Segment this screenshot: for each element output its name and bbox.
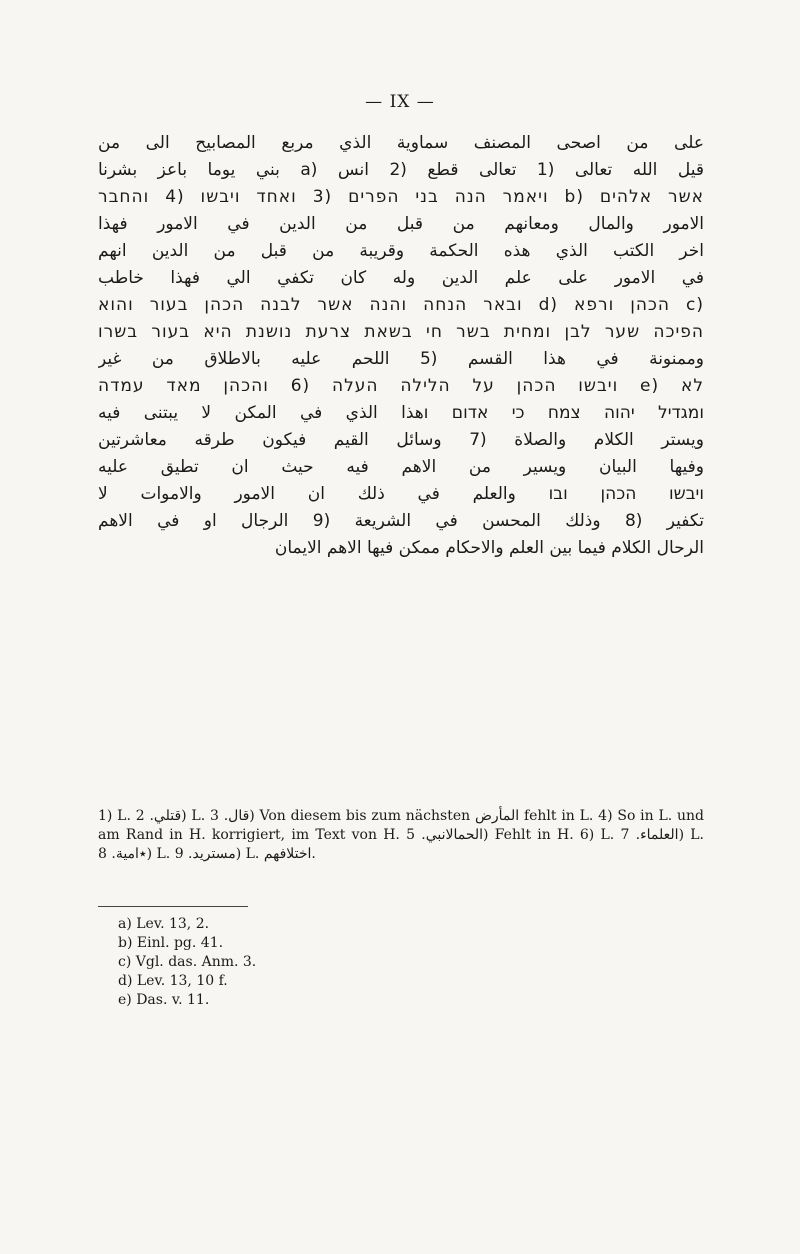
text-line: وفيها البيان ويسير من الاهم فيه حيث ان تطيق عليه	[98, 457, 704, 477]
text-line: الامور والمال ومعانهم من قبل من الدين في الامور فهذا	[98, 214, 704, 234]
reference-item: e) Das. v. 11.	[118, 992, 210, 1008]
text-line: לא (e ויבשו הכהן על הלילה העלה (6 והכהן מאד עמדה	[98, 376, 704, 396]
divider	[98, 906, 248, 907]
reference-item: b) Einl. pg. 41.	[118, 935, 224, 951]
text-line: قيل الله تعالى (1 تعالى قطع (2 انس (a بني يوما باعز بشرنا	[98, 160, 704, 180]
reference-item: a) Lev. 13, 2.	[118, 916, 210, 932]
text-line: في الامور على علم الدين وله كان تكفي الي فهذا خاطب	[98, 268, 704, 288]
text-line: تكفير (8 وذلك المحسن في الشريعة (9 الرجال او في الاهم	[98, 511, 704, 531]
footnotes: 1) L. قتلي. 2) L. قال. 3) Von diesem bis zum nächsten المأرض fehlt in L. 4) So in L. und am Rand in H. korrigiert, im Text von H. الحمالانبي. 5) Fehlt in H. 6) L. العلماء. 7) L. ٭امية. 8) L. مستريد. 9) L. اختلافهم.	[98, 808, 705, 862]
text-line: الرحال الكلام فيما بين العلم والاحكام ممكن فيها الاهم الايمان	[274, 538, 704, 558]
text-line: وممنونة في هذا القسم (5 اللحم عليه بالاطلاق من غير	[98, 349, 704, 369]
text-line: على من اصحى المصنف سماوية الذي مربع المصابيح الى من	[98, 133, 704, 153]
text-line: ומגדיל יהוה צמח כי אדום וهذا الذي في المكن لا يبتنى فيه	[98, 403, 704, 423]
reference-item: c) Vgl. das. Anm. 3.	[118, 954, 257, 970]
references	[118, 915, 678, 1010]
main-text	[98, 130, 704, 562]
text-line: ויבשו הכהן ובו والعلم في ذلك ان الامور والاموات لا	[98, 484, 704, 504]
text-line: הפיכה שער לבן ומחית בשר חי בשאת צרעת נושנת היא בעור בשרו	[98, 322, 704, 342]
reference-item: d) Lev. 13, 10 f.	[118, 973, 228, 989]
text-line: اخر الكتب الذي هذه الحكمة وقريبة من قبل من الدين انهم	[98, 241, 704, 261]
text-line: (c הכהן ורפא (d ובאר הנחה והנה אשר לבנה הכהן בעור והוא	[98, 295, 704, 315]
text-line: אשר אלהים (b ויאמר הנה בני הפרים (3 ואחד ויבשו (4 והחבר	[98, 187, 704, 207]
page-number: — IX —	[365, 92, 435, 112]
text-line: ويستر الكلام والصلاة (7 وسائل القيم فيكون طرقه معاشرتين	[98, 430, 704, 450]
